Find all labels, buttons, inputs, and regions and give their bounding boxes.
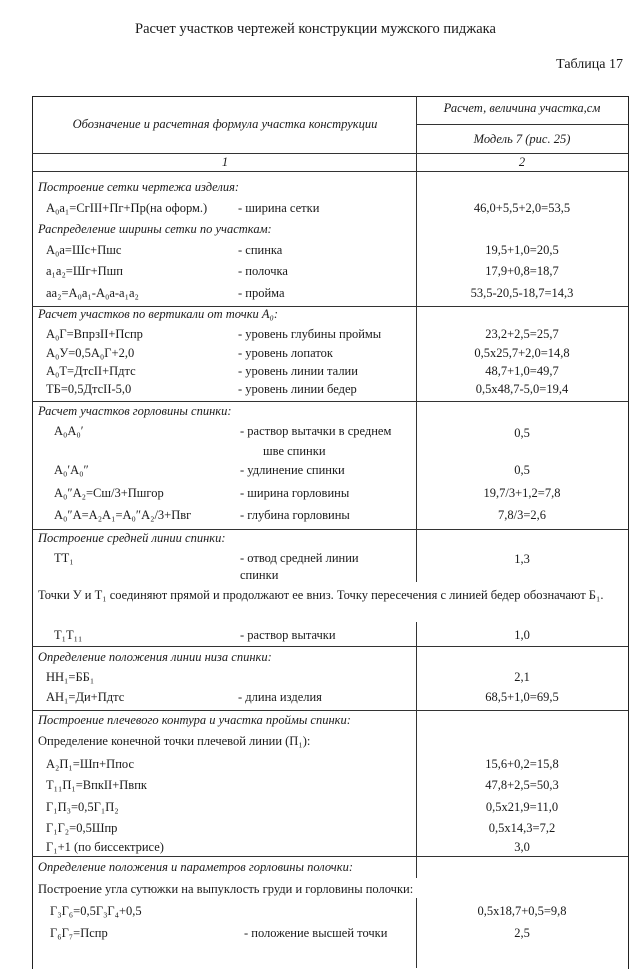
- value: 19,7/3+1,2=7,8: [483, 486, 561, 500]
- value: 0,5х14,3=7,2: [488, 821, 556, 835]
- description: - ширина горловины: [240, 486, 350, 500]
- formula: Т₁Т₁₁: [54, 628, 83, 642]
- formula: А₀а=Шс+Пшс: [46, 243, 122, 257]
- section-heading: Расчет участков горловины спинки:: [38, 404, 232, 418]
- formula: Т₁₁П₁=ВпкII+Пвпк: [46, 778, 147, 792]
- description-continued: шве спинки: [263, 444, 326, 458]
- formula: А₀Г=ВпрзII+Пспр: [46, 327, 143, 341]
- value: 0,5х48,7-5,0=19,4: [475, 382, 569, 396]
- formula: А₀′А₀″: [54, 463, 89, 477]
- section-heading: Расчет участков по вертикали от точки А₀:: [38, 307, 279, 321]
- formula: Г₁П₃=0,5Г₁П₂: [46, 800, 119, 814]
- table-number: Таблица 17: [556, 57, 623, 72]
- header-bottom-rule: [32, 153, 628, 154]
- subheading: Определение конечной точки плечевой линии (П₁):: [38, 734, 311, 748]
- description: - положение высшей точки: [244, 926, 388, 940]
- value: 53,5-20,5-18,7=14,3: [470, 286, 574, 300]
- rule: [32, 856, 628, 857]
- description-continued: спинки: [240, 568, 279, 582]
- value: 68,5+1,0=69,5: [485, 690, 559, 704]
- value: 46,0+5,5+2,0=53,5: [473, 201, 571, 215]
- formula: НН₁=ББ₁: [46, 670, 95, 684]
- formula: а₁а₂=Шг+Пшп: [46, 264, 123, 278]
- description: - уровень линии талии: [238, 364, 358, 378]
- header-right-top: Расчет, величина участка,см: [443, 101, 601, 115]
- rule: [32, 710, 628, 711]
- section-heading: Определение положения линии низа спинки:: [38, 650, 272, 664]
- value: 2,1: [514, 670, 530, 684]
- formula: АН₁=Ди+Пдтс: [46, 690, 125, 704]
- formula: А₀а₁=СгIII+Пг+Пр(на оформ.): [46, 201, 208, 215]
- rule: [32, 646, 628, 647]
- formula: А₀Т=ДтсII+Пдтс: [46, 364, 136, 378]
- description: - пройма: [238, 286, 285, 300]
- description: - удлинение спинки: [240, 463, 345, 477]
- value: 1,3: [514, 552, 530, 566]
- description: - ширина сетки: [238, 201, 320, 215]
- formula: Г₁+1 (по биссектрисе): [46, 840, 164, 854]
- description: - отвод средней линии: [240, 551, 359, 565]
- subheading: Построение угла сутюжки на выпуклость груди и горловины полочки:: [38, 882, 414, 896]
- value: 15,6+0,2=15,8: [485, 757, 559, 771]
- value: 0,5х25,7+2,0=14,8: [474, 346, 570, 360]
- section-heading: Определение положения и параметров горловины полочки:: [38, 860, 354, 874]
- formula: А₀У=0,5А₀Г+2,0: [46, 346, 135, 360]
- value: 2,5: [514, 926, 530, 940]
- description: - уровень лопаток: [238, 346, 333, 360]
- value: 3,0: [514, 840, 530, 854]
- value: 17,9+0,8=18,7: [485, 264, 559, 278]
- rule: [32, 529, 628, 530]
- formula: Г₆Г₇=Пспр: [50, 926, 108, 940]
- formula: А₂П₁=Шп+Ппос: [46, 757, 134, 771]
- value: 23,2+2,5=25,7: [485, 327, 559, 341]
- value: 0,5: [514, 426, 530, 440]
- value: 0,5х18,7+0,5=9,8: [477, 904, 567, 918]
- formula: аа₂=А₀а₁-А₀а-а₁а₂: [46, 286, 139, 300]
- formula: А₀″А₂=Сш/3+Пшгор: [54, 486, 164, 500]
- column-number-2: 2: [518, 155, 526, 169]
- header-divider: [416, 124, 628, 125]
- section-heading: Распределение ширины сетки по участкам:: [38, 222, 272, 236]
- value: 7,8/3=2,6: [497, 508, 547, 522]
- description: - раствор вытачки: [240, 628, 336, 642]
- description: - спинка: [238, 243, 283, 257]
- value: 48,7+1,0=49,7: [485, 364, 559, 378]
- description: - раствор вытачки в среднем: [240, 424, 392, 438]
- formula: ТБ=0,5ДтсII-5,0: [46, 382, 132, 396]
- value: 47,8+2,5=50,3: [485, 778, 559, 792]
- formula: А₀А₀′: [54, 424, 84, 438]
- description: - уровень линии бедер: [238, 382, 357, 396]
- value: 19,5+1,0=20,5: [485, 243, 559, 257]
- page-title: Расчет участков чертежей конструкции мужского пиджака: [135, 21, 496, 37]
- formula: Г₃Г₆=0,5Г₃Г₄+0,5: [50, 904, 142, 918]
- description: - глубина горловины: [240, 508, 350, 522]
- value: 0,5х21,9=11,0: [485, 800, 559, 814]
- formula: А₀″А=А₂А₁=А₀″А₂/3+Пвг: [54, 508, 192, 522]
- formula: ТТ₁: [54, 551, 74, 565]
- header-right-bottom: Модель 7 (рис. 25): [473, 132, 571, 146]
- value: 0,5: [514, 463, 530, 477]
- section-heading: Построение средней линии спинки:: [38, 531, 226, 545]
- description: - полочка: [238, 264, 288, 278]
- colnum-bottom-rule: [32, 171, 628, 172]
- rule: [32, 401, 628, 402]
- header-left: Обозначение и расчетная формула участка конструкции: [72, 117, 378, 131]
- description: - уровень глубины проймы: [238, 327, 382, 341]
- paragraph-note: Точки У и Т₁ соединяют прямой и продолжают ее вниз. Точку пересечения с линией бедер обозначают Б₁.: [38, 588, 604, 602]
- section-heading: Построение плечевого контура и участка проймы спинки:: [38, 713, 351, 727]
- formula: Г₁Г₂=0,5Шпр: [46, 821, 118, 835]
- description: - длина изделия: [238, 690, 322, 704]
- section-heading: Построение сетки чертежа изделия:: [38, 180, 240, 194]
- column-number-1: 1: [221, 155, 229, 169]
- value: 1,0: [514, 628, 530, 642]
